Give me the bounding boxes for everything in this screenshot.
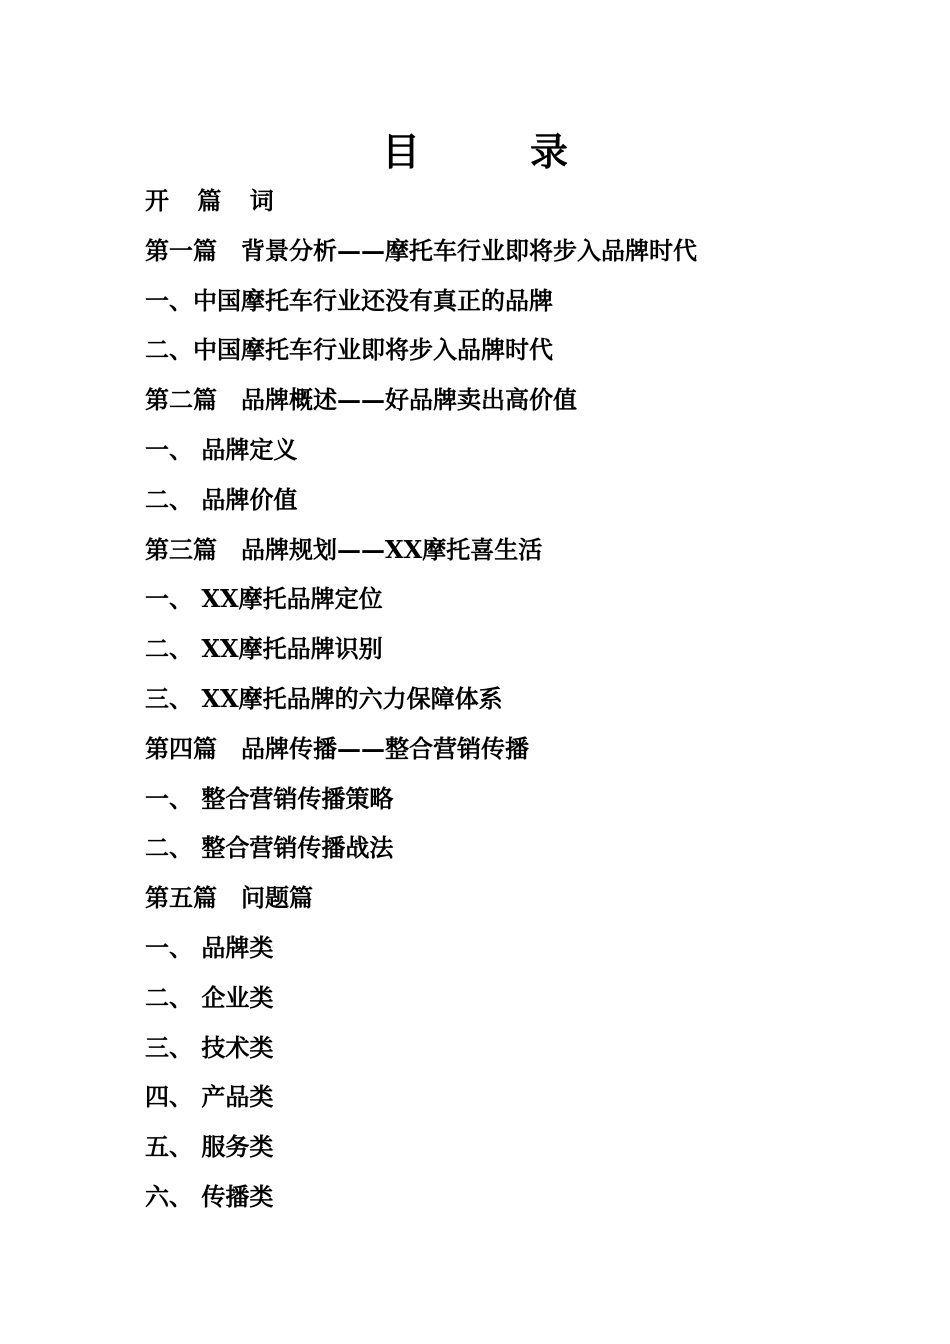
toc-entry-part-5-section-2: 二、 企业类 xyxy=(145,982,274,1012)
toc-entry-part-1-section-1: 一、中国摩托车行业还没有真正的品牌 xyxy=(145,285,553,315)
toc-entry-part-5-section-1: 一、 品牌类 xyxy=(145,932,274,962)
toc-entry-part-2: 第二篇 品牌概述——好品牌卖出高价值 xyxy=(145,385,577,415)
toc-entry-part-5-section-3: 三、 技术类 xyxy=(145,1032,274,1062)
toc-entry-part-5: 第五篇 问题篇 xyxy=(145,883,313,913)
toc-title: 目 录 xyxy=(381,129,604,174)
toc-entry-part-5-section-4: 四、 产品类 xyxy=(145,1082,274,1112)
toc-entry-part-4-section-2: 二、 整合营销传播战法 xyxy=(145,833,394,863)
toc-entry-opening: 开 篇 词 xyxy=(145,186,284,215)
toc-entry-part-2-section-1: 一、 品牌定义 xyxy=(145,434,298,464)
toc-list xyxy=(145,178,905,1224)
toc-entry-part-3-section-3: 三、 XX摩托品牌的六力保障体系 xyxy=(145,683,503,713)
toc-entry-part-3: 第三篇 品牌规划——XX摩托喜生活 xyxy=(145,534,543,564)
toc-entry-part-5-section-6: 六、 传播类 xyxy=(145,1181,274,1211)
toc-entry-part-3-section-2: 二、 XX摩托品牌识别 xyxy=(145,634,383,664)
toc-entry-part-2-section-2: 二、 品牌价值 xyxy=(145,484,298,514)
toc-entry-part-5-section-5: 五、 服务类 xyxy=(145,1132,274,1162)
toc-entry-part-3-section-1: 一、 XX摩托品牌定位 xyxy=(145,584,383,614)
toc-entry-part-4: 第四篇 品牌传播——整合营销传播 xyxy=(145,733,529,763)
toc-entry-part-1: 第一篇 背景分析——摩托车行业即将步入品牌时代 xyxy=(145,235,697,265)
toc-entry-part-4-section-1: 一、 整合营销传播策略 xyxy=(145,783,394,813)
toc-entry-part-1-section-2: 二、中国摩托车行业即将步入品牌时代 xyxy=(145,335,553,365)
